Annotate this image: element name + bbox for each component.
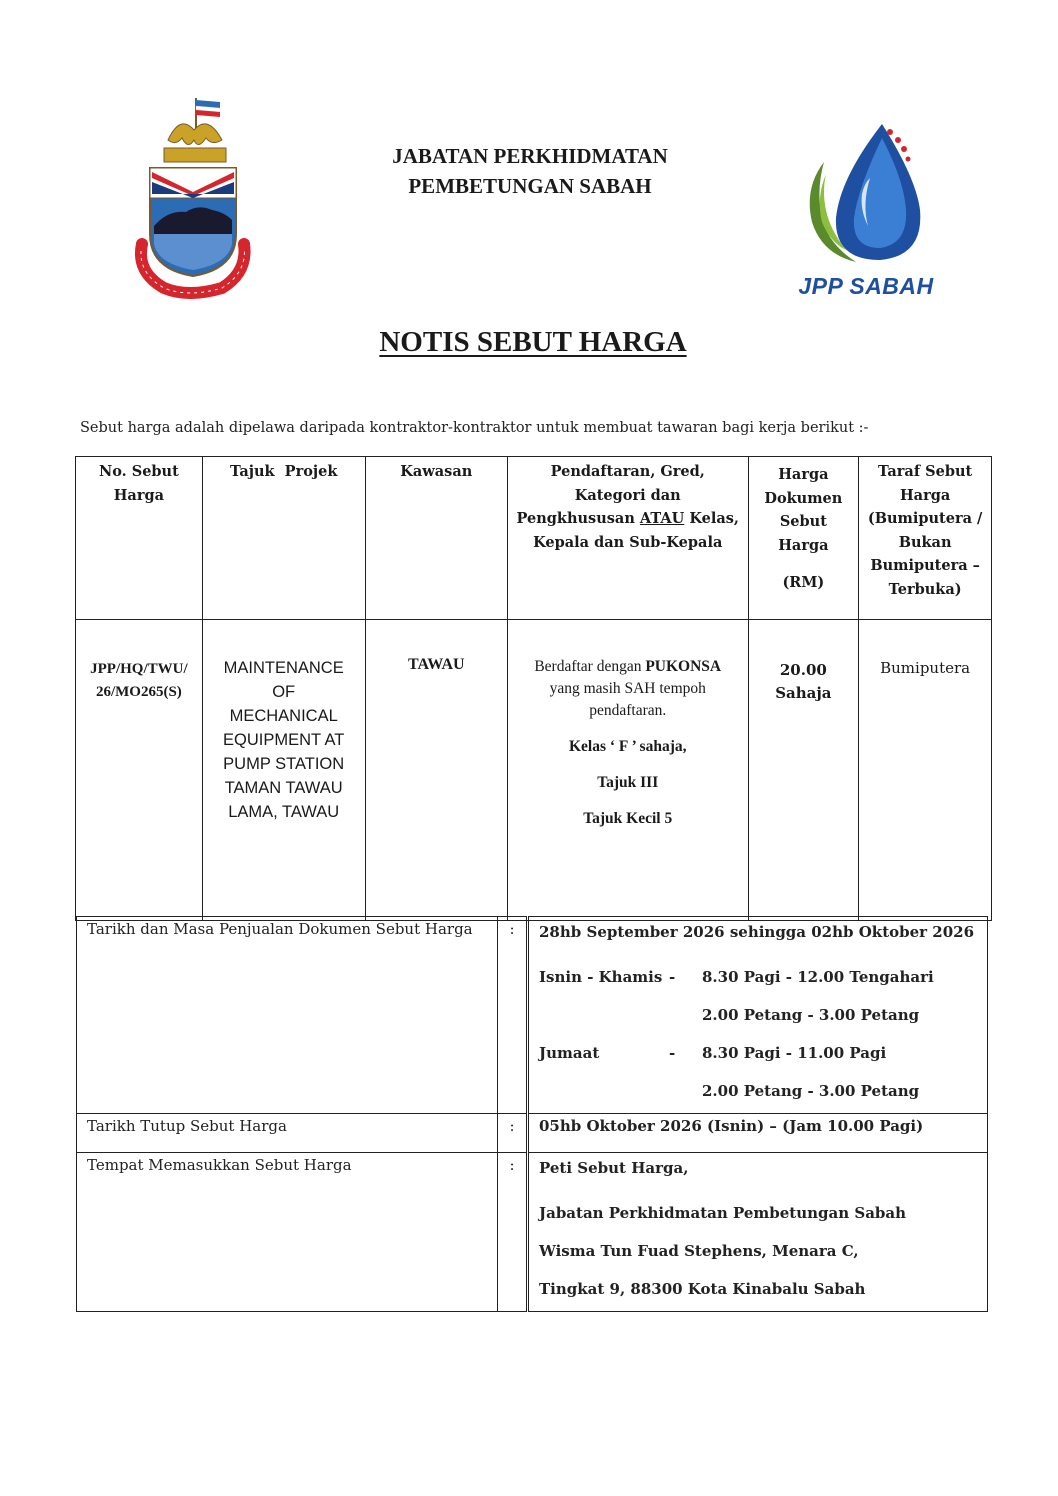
atau-underlined: ATAU [639,510,685,527]
agency-name [330,141,730,201]
header-kawasan: Kawasan [365,457,507,620]
agency-name-line2: PEMBETUNGAN SABAH [408,174,652,198]
cell-taraf: Bumiputera [859,620,992,921]
info-value-tempat: Peti Sebut Harga, Jabatan Perkhidmatan Pembetungan Sabah Wisma Tun Fuad Stephens, Menara C, Tingkat 9, 88300 Kota Kinabalu Sabah [528,1153,988,1312]
sabah-crest-logo [128,94,258,299]
tender-table [75,456,992,921]
water-drop-icon [786,118,946,268]
info-colon: : [498,1153,528,1312]
agency-name-line1: JABATAN PERKHIDMATAN [392,144,668,168]
kelas-requirement: Kelas ‘ F ’ sahaja, [568,738,687,755]
sabah-crest-emblem [128,94,258,299]
table-row [76,620,992,921]
jpp-sabah-logo [786,118,946,300]
intro-text: Sebut harga adalah dipelawa daripada kontraktor-kontraktor untuk membuat tawaran bagi kerja berikut :- [80,420,869,436]
header-taraf-sebut-harga: Taraf Sebut Harga (Bumiputera / Bukan Bumiputera – Terbuka) [859,457,992,620]
header-tajuk-projek: Tajuk Projek [202,457,365,620]
header-harga-dokumen: Harga Dokumen Sebut Harga (RM) [748,457,859,620]
tajuk-kecil-requirement: Tajuk Kecil 5 [583,810,673,827]
notice-title: NOTIS SEBUT HARGA [379,326,687,358]
info-label-jualan: Tarikh dan Masa Penjualan Dokumen Sebut Harga [77,917,498,1114]
cell-harga-dokumen: 20.00 Sahaja [748,620,859,921]
header-no-sebut-harga: No. Sebut Harga [76,457,203,620]
tender-table-header [76,457,992,620]
info-value-jualan: 28hb September 2026 sehingga 02hb Oktober 2026 Isnin - Khamis - 8.30 Pagi - 12.00 Tengahari 2.00 Petang - 3.00 Petang Jumaat - 8.30 Pagi - 11.00 Pagi 2.00 Petang - 3.00 Petang [528,917,988,1114]
cell-kawasan: TAWAU [365,620,507,921]
logo-wordmark: JPP SABAH [798,273,934,299]
tajuk-requirement: Tajuk III [597,774,659,791]
info-row-jualan [77,917,988,1114]
cell-tajuk-projek: MAINTENANCE OF MECHANICAL EQUIPMENT AT PUMP STATION TAMAN TAWAU LAMA, TAWAU [202,620,365,921]
info-row-tutup [77,1114,988,1153]
header-pendaftaran: Pendaftaran, Gred, Kategori dan Pengkhususan ATAU Kelas, Kepala dan Sub-Kepala [507,457,748,620]
cell-no-sebut-harga: JPP/HQ/TWU/ 26/MO265(S) [76,620,203,921]
cell-pendaftaran: Berdaftar dengan PUKONSA yang masih SAH tempoh pendaftaran. Kelas ‘ F ’ sahaja, Tajuk III Tajuk Kecil 5 [507,620,748,921]
info-value-tutup: 05hb Oktober 2026 (Isnin) – (Jam 10.00 Pagi) [528,1114,988,1153]
info-colon: : [498,1114,528,1153]
info-label-tempat: Tempat Memasukkan Sebut Harga [77,1153,498,1312]
info-colon: : [498,917,528,1114]
info-row-tempat [77,1153,988,1312]
info-label-tutup: Tarikh Tutup Sebut Harga [77,1114,498,1153]
tender-info-table [76,916,988,1312]
